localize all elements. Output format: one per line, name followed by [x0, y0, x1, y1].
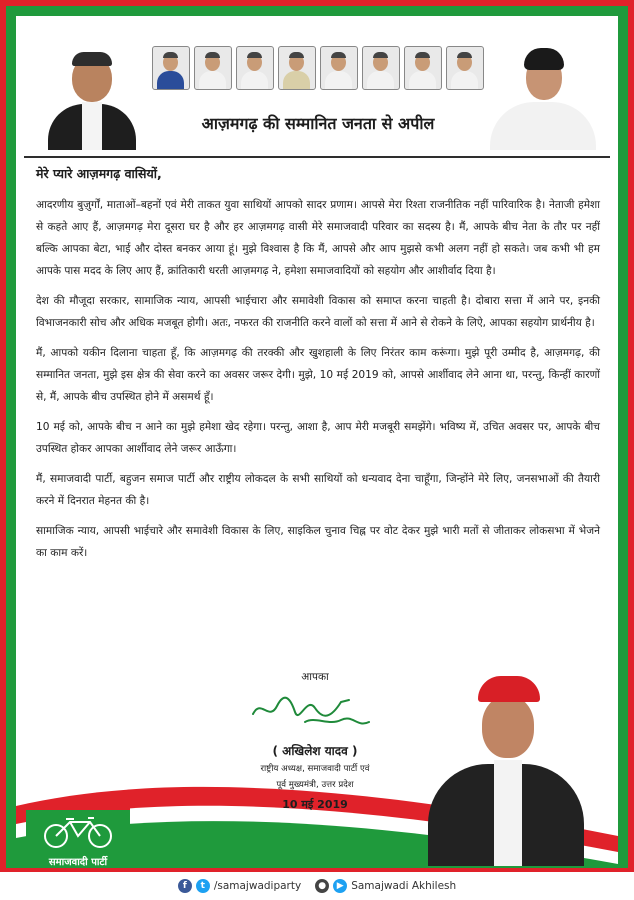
leader-portrait-strip — [152, 46, 492, 92]
designation-line-2: पूर्व मुख्यमंत्री, उत्तर प्रदेश — [276, 780, 354, 790]
signatory-photo — [398, 668, 608, 866]
play-icon: ▶ — [333, 879, 347, 893]
poster — [16, 16, 618, 866]
portrait-5 — [320, 46, 358, 90]
paragraph-4: 10 मई को, आपके बीच न आने का मुझे हमेशा खेद रहेगा। परन्तु, आशा है, आप मेरी मजबूरी समझेंगे। भविष्य में, उचित अवसर पर, आपके बीच उपस्थित होकर आपका आर्शीवाद लेने जरूर आऊँगा। — [36, 421, 600, 455]
letter-body — [36, 166, 600, 572]
right-leader-photo — [482, 38, 602, 150]
apple-icon: ● — [315, 879, 329, 893]
portrait-8 — [446, 46, 484, 90]
social-right[interactable] — [315, 879, 456, 893]
page-title: आज़मगढ़ की सम्मानित जनता से अपील — [201, 114, 435, 133]
social-left[interactable] — [178, 879, 301, 893]
left-leader-photo — [38, 46, 144, 150]
party-logo-box — [26, 804, 130, 866]
signatory-name: ( अखिलेश यादव ) — [272, 744, 358, 758]
paragraph-3: मैं, आपको यकीन दिलाना चाहता हूँ, कि आज़मगढ़ की तरक्की और खुशहाली के लिए निरंतर काम करूंगा। मुझे पूरी उम्मीद है, आज़मगढ़, की सम्मानित जनता, मुझे इस क्षेत्र की सेवा करने का अवसर जरूर देगी। मुझे, 10 मई 2019 को, आपसे आर्शीवाद लेने आना था, परन्तु, किन्हीं कारणों से, मैं, आपके बीच उपस्थित होने में असमर्थ हूँ। — [36, 347, 600, 403]
portrait-6 — [362, 46, 400, 90]
paragraph-6: सामाजिक न्याय, आपसी भाईचारे और समावेशी विकास के लिए, साइकिल चुनाव चिह्न पर वोट देकर मुझे भारी मतों से जीताकर लोकसभा में भेजने का काम करें। — [36, 525, 600, 559]
bicycle-icon — [38, 814, 118, 850]
title-box — [168, 110, 468, 138]
signature — [245, 692, 385, 736]
social-bar — [0, 872, 634, 900]
portrait-2 — [194, 46, 232, 90]
letter-date: 10 मई 2019 — [282, 798, 348, 811]
paragraph-1: आदरणीय बुज़ुर्गों, माताओं–बहनों एवं मेरी ताकत युवा साथियों आपको सादर प्रणाम। आपसे मेरा रिश्ता राजनीतिक नहीं पारिवारिक है। नेताजी हमेशा से कहते आए हैं, आज़मगढ़ मेरा दूसरा घर है और हर आज़मगढ़ वासी मेरे समाजवादी परिवार का सदस्य है। मैं, आपके बीच नेता के तौर पर नहीं बल्कि आपका बेटा, भाई और दोस्त बनकर आया हूं। मुझे विश्वास है कि मैं, आपसे और आप मुझसे कभी अलग नहीं हो सकते। जब कभी भी हम आपके पास मदद के लिए आए हैं, क्रांतिकारी धरती आज़मगढ़ ने, हमेशा समाजवादियों को सहयोग और आशीर्वाद दिया है। — [36, 199, 600, 277]
portrait-3 — [236, 46, 274, 90]
salutation: मेरे प्यारे आज़मगढ़ वासियों, — [36, 166, 162, 181]
party-name: समाजवादी पार्टी — [48, 857, 108, 866]
paragraph-2: देश की मौजूदा सरकार, सामाजिक न्याय, आपसी भाईचारा और समावेशी विकास को समाप्त करना चाहती है। दोबारा सत्ता में आने पर, इनकी विभाजनकारी सोच और अधिक मजबूत होगी। अतः, नफरत की राजनीति करने वालों को सत्ता में आने से रोकने के लिऐ, आपका सहयोग प्रार्थनीय है। — [36, 295, 600, 329]
closing-block — [230, 670, 400, 812]
title-divider — [24, 156, 610, 158]
portrait-7 — [404, 46, 442, 90]
portrait-1 — [152, 46, 190, 90]
twitter-icon: t — [196, 879, 210, 893]
facebook-icon: f — [178, 879, 192, 893]
portrait-4 — [278, 46, 316, 90]
social-handle-left: /samajwadiparty — [213, 880, 302, 892]
closing-word: आपका — [301, 671, 329, 683]
paragraph-5: मैं, समाजवादी पार्टी, बहुजन समाज पार्टी और राष्ट्रीय लोकदल के सभी साथियों को धन्यवाद देना चाहूँगा, जिन्होंने मेरे लिए, जनसभाओं की तैयारी करने में दिनरात मेहनत की है। — [36, 473, 600, 507]
social-handle-right: Samajwadi Akhilesh — [351, 880, 457, 892]
designation-line-1: राष्ट्रीय अध्यक्ष, समाजवादी पार्टी एवं — [260, 764, 370, 774]
